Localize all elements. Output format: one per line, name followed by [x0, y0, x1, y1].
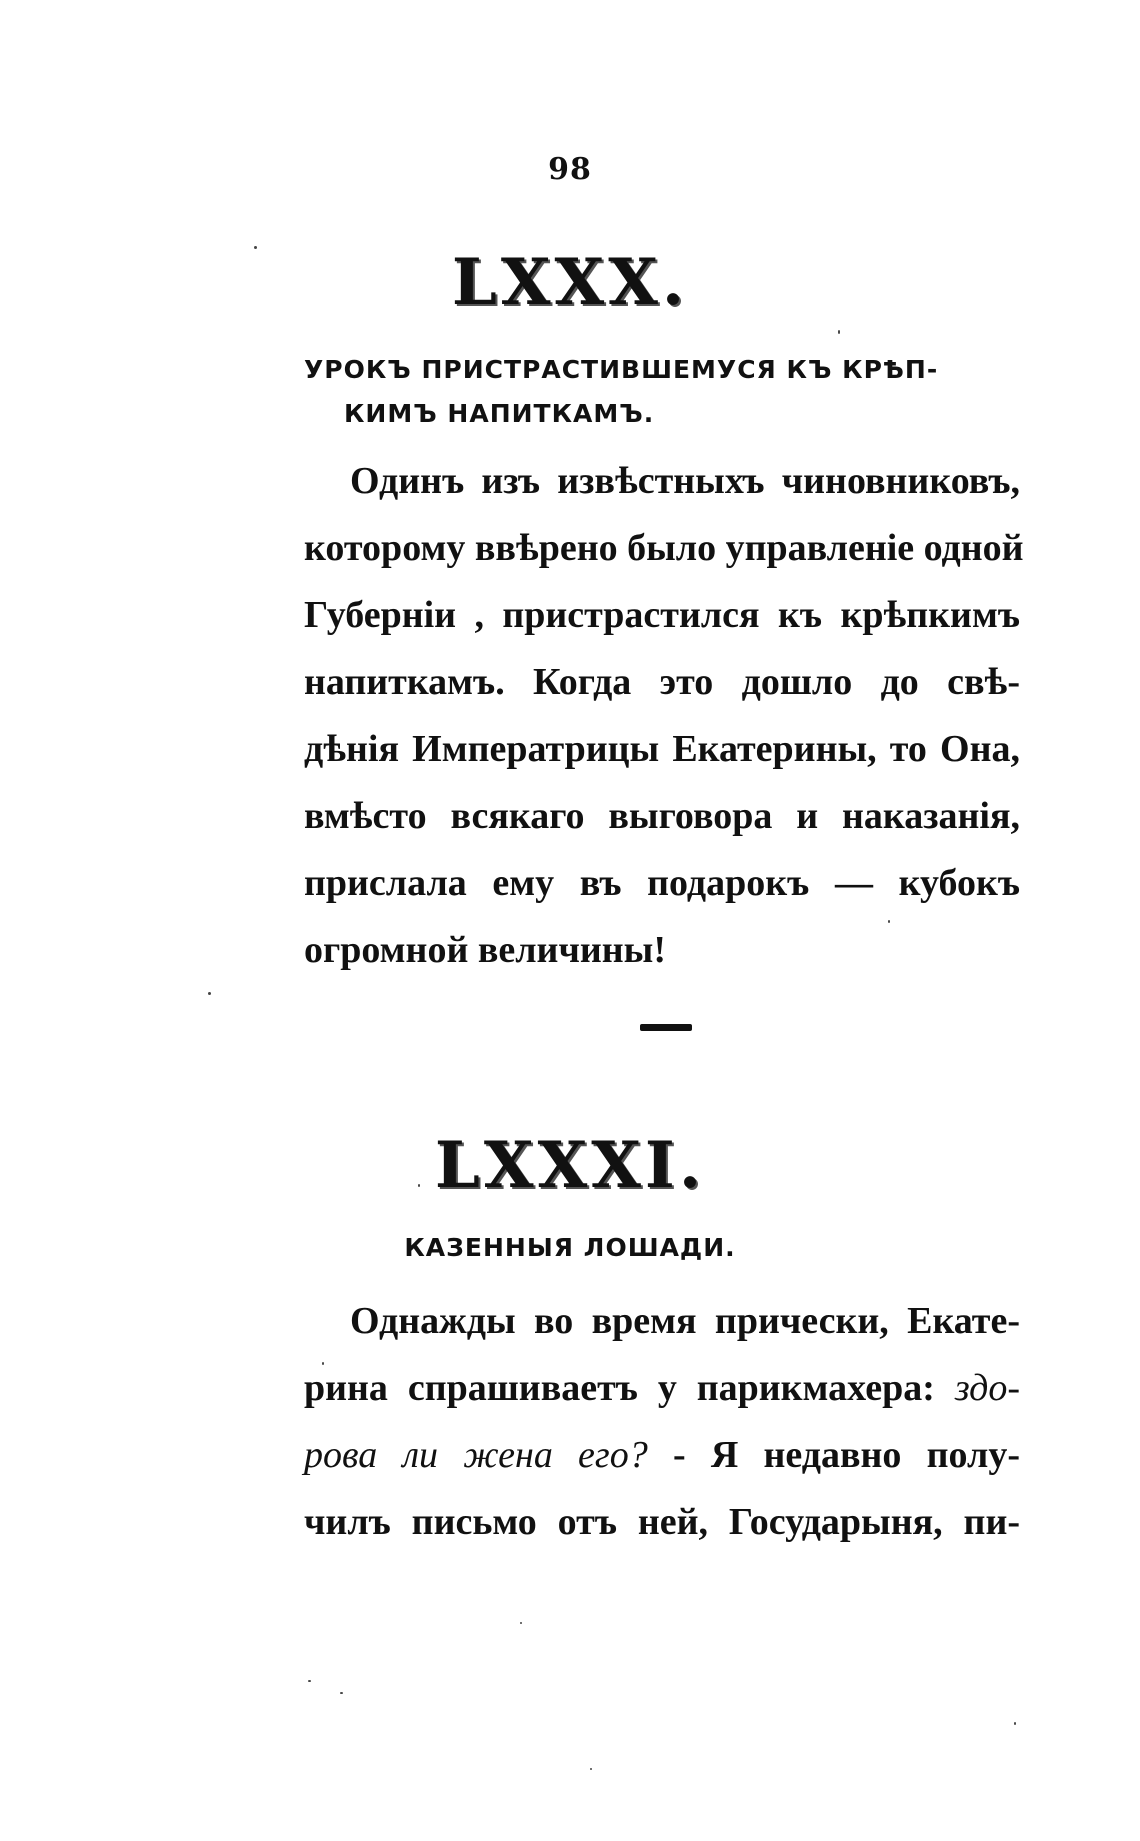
body-line: огромной величины!	[304, 929, 666, 971]
body-line: которому ввѣрено было управленіе одной	[304, 527, 1024, 569]
italic-text: здо-	[954, 1367, 1021, 1409]
section-numeral: LXXX.	[451, 245, 689, 320]
italic-text: рова ли жена его?	[304, 1434, 648, 1476]
section-numeral: LXXXI.	[434, 1128, 706, 1203]
subtitle-line: КИМЪ НАПИТКАМЪ.	[344, 399, 655, 428]
scan-speck	[208, 992, 211, 995]
body-line: вмѣсто всякаго выговора и наказанія,	[304, 795, 1020, 837]
subtitle-line: УРОКЪ ПРИСТРАСТИВШЕМУСЯ КЪ КРѢП-	[304, 355, 939, 384]
section-divider	[640, 1024, 692, 1031]
scan-speck	[1014, 1722, 1016, 1725]
section-subtitle	[304, 348, 1024, 436]
subtitle-line: КАЗЕННЫЯ ЛОШАДИ.	[404, 1233, 736, 1262]
scan-speck	[254, 246, 257, 249]
scan-speck	[418, 1184, 420, 1187]
scan-speck	[340, 1692, 343, 1694]
body-line: прислала ему въ подарокъ — кубокъ	[304, 862, 1020, 904]
scan-speck	[322, 1362, 324, 1365]
scan-speck	[838, 330, 840, 334]
body-line: чилъ письмо отъ ней, Государыня, пи-	[304, 1501, 1020, 1543]
scan-speck	[308, 1680, 311, 1682]
body-line: Губерніи , пристрастился къ крѣпкимъ	[304, 594, 1020, 636]
page-number: 98	[548, 152, 592, 187]
scan-speck	[520, 1622, 522, 1624]
scan-speck	[888, 920, 890, 923]
section-body	[304, 1288, 1020, 1556]
body-line-text: рина спрашиваетъ у парикмахера:	[304, 1367, 935, 1409]
body-line: дѣнія Императрицы Екатерины, то Она,	[304, 728, 1020, 770]
scan-speck	[590, 1768, 592, 1770]
body-line: Одинъ изъ извѣстныхъ чиновниковъ,	[350, 460, 1020, 502]
body-line: напиткамъ. Когда это дошло до свѣ-	[304, 661, 1020, 703]
section-subtitle	[0, 1226, 1140, 1270]
body-line	[304, 1355, 1020, 1422]
section-body	[304, 448, 1024, 984]
body-line: Однажды во время прически, Екате-	[350, 1300, 1020, 1342]
body-line-text: - Я недавно полу-	[647, 1434, 1020, 1476]
body-line	[304, 1422, 1020, 1489]
